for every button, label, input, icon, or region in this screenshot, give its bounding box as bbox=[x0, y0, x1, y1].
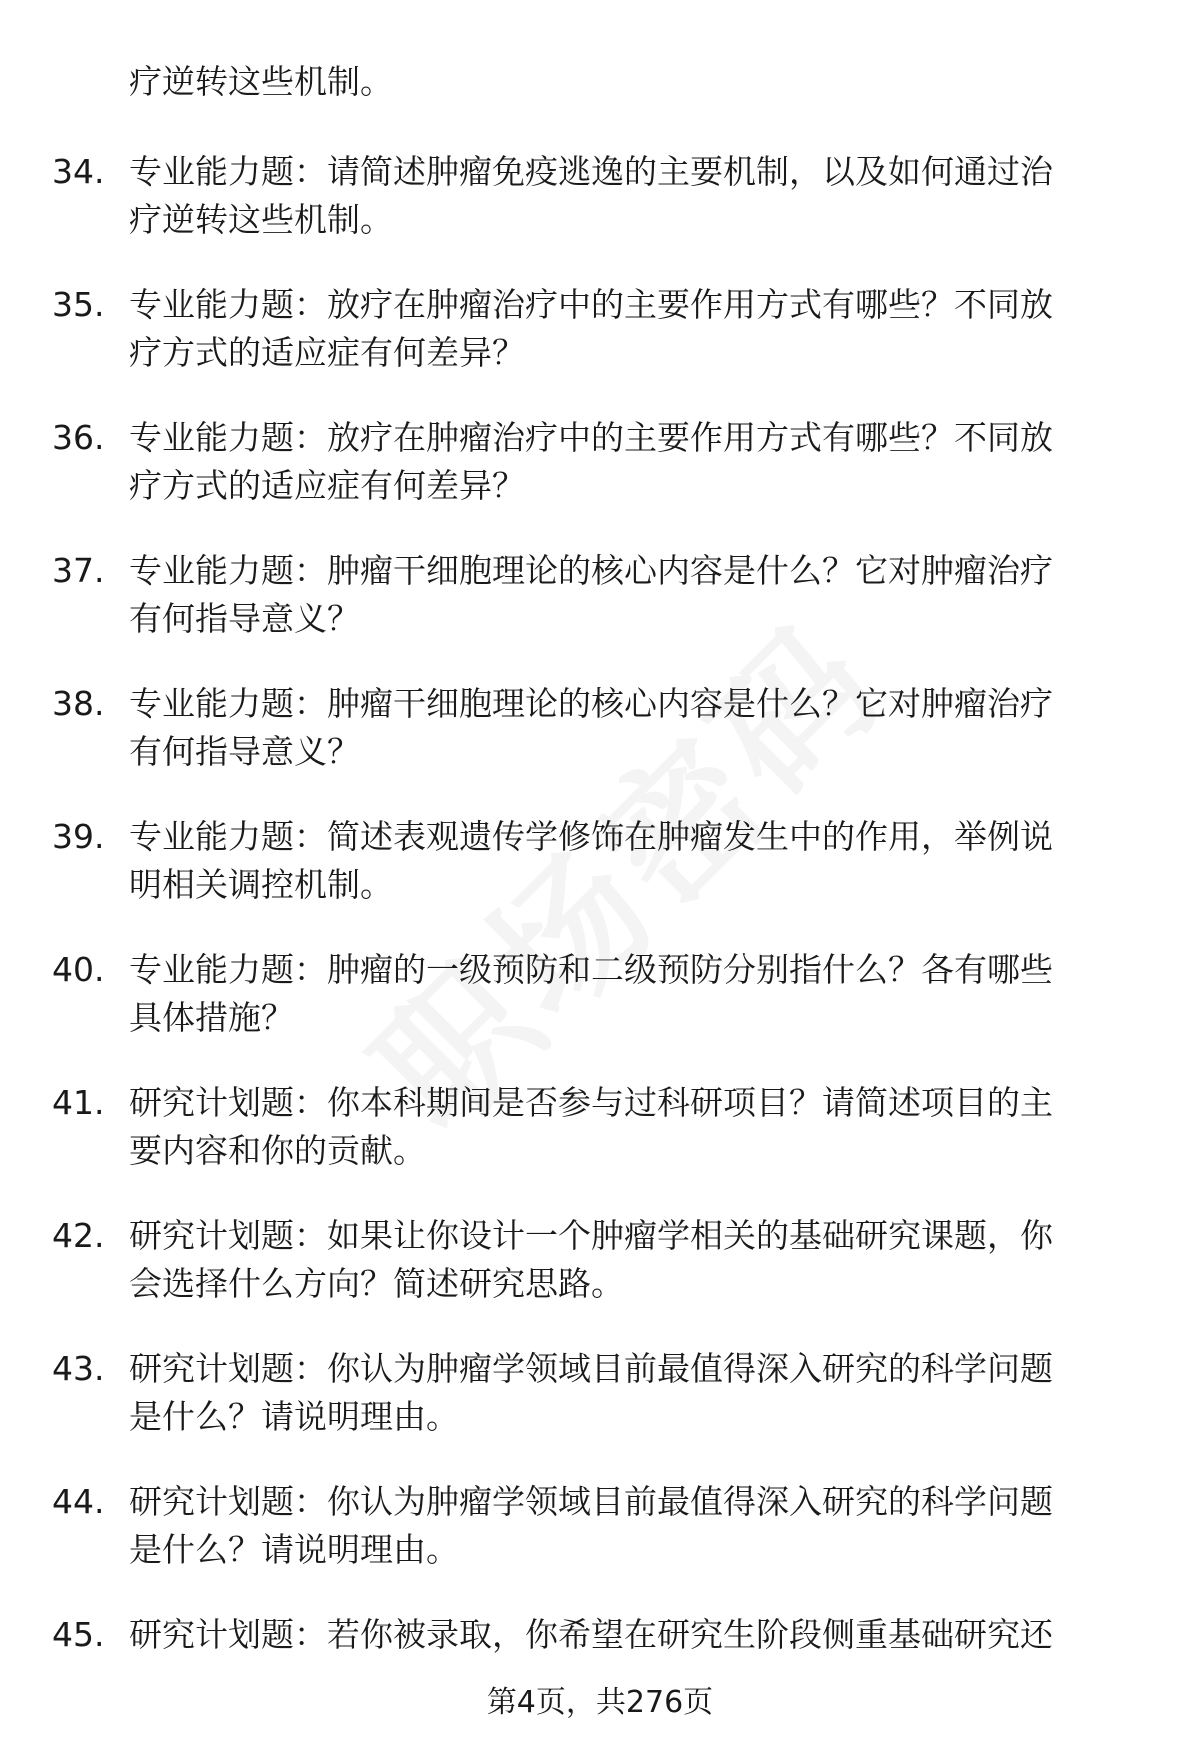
question-number: 43. bbox=[52, 1349, 105, 1388]
question-text: 专业能力题：请简述肿瘤免疫逃逸的主要机制，以及如何通过治 疗逆转这些机制。 bbox=[129, 152, 1053, 239]
question-text: 专业能力题：肿瘤干细胞理论的核心内容是什么？它对肿瘤治疗 有何指导意义？ bbox=[129, 684, 1053, 771]
question-text: 研究计划题：如果让你设计一个肿瘤学相关的基础研究课题，你 会选择什么方向？简述研究思路。 bbox=[129, 1216, 1053, 1303]
question-number: 44. bbox=[52, 1482, 105, 1521]
question-number: 41. bbox=[52, 1083, 105, 1122]
question-text: 研究计划题：你认为肿瘤学领域目前最值得深入研究的科学问题 是什么？请说明理由。 bbox=[129, 1482, 1053, 1569]
question-item bbox=[0, 281, 1200, 414]
question-text: 专业能力题：肿瘤的一级预防和二级预防分别指什么？各有哪些 具体措施？ bbox=[129, 950, 1053, 1037]
question-number: 34. bbox=[52, 152, 105, 191]
question-text: 专业能力题：简述表观遗传学修饰在肿瘤发生中的作用，举例说 明相关调控机制。 bbox=[129, 817, 1053, 904]
question-item bbox=[0, 547, 1200, 680]
question-number: 37. bbox=[52, 551, 105, 590]
question-number: 39. bbox=[52, 817, 105, 856]
question-number: 42. bbox=[52, 1216, 105, 1255]
question-text: 专业能力题：放疗在肿瘤治疗中的主要作用方式有哪些？不同放 疗方式的适应症有何差异？ bbox=[129, 418, 1053, 505]
question-item bbox=[0, 946, 1200, 1079]
question-number: 40. bbox=[52, 950, 105, 989]
continued-question-text: 疗逆转这些机制。 bbox=[129, 62, 393, 101]
question-text: 研究计划题：若你被录取，你希望在研究生阶段侧重基础研究还 bbox=[129, 1615, 1053, 1654]
question-text: 专业能力题：放疗在肿瘤治疗中的主要作用方式有哪些？不同放 疗方式的适应症有何差异？ bbox=[129, 285, 1053, 372]
question-item bbox=[0, 1212, 1200, 1345]
question-text: 专业能力题：肿瘤干细胞理论的核心内容是什么？它对肿瘤治疗 有何指导意义？ bbox=[129, 551, 1053, 638]
question-text: 研究计划题：你认为肿瘤学领域目前最值得深入研究的科学问题 是什么？请说明理由。 bbox=[129, 1349, 1053, 1436]
question-number: 36. bbox=[52, 418, 105, 457]
question-item bbox=[0, 414, 1200, 547]
question-number: 38. bbox=[52, 684, 105, 723]
question-number: 45. bbox=[52, 1615, 105, 1654]
question-number: 35. bbox=[52, 285, 105, 324]
question-item bbox=[0, 1079, 1200, 1212]
question-text: 研究计划题：你本科期间是否参与过科研项目？请简述项目的主 要内容和你的贡献。 bbox=[129, 1083, 1053, 1170]
question-list bbox=[0, 148, 1200, 1744]
question-item bbox=[0, 148, 1200, 281]
question-item bbox=[0, 1345, 1200, 1478]
question-item bbox=[0, 813, 1200, 946]
question-item bbox=[0, 1478, 1200, 1611]
page-footer: 第4页，共276页 bbox=[486, 1685, 714, 1720]
question-item bbox=[0, 1611, 1200, 1744]
question-item bbox=[0, 680, 1200, 813]
